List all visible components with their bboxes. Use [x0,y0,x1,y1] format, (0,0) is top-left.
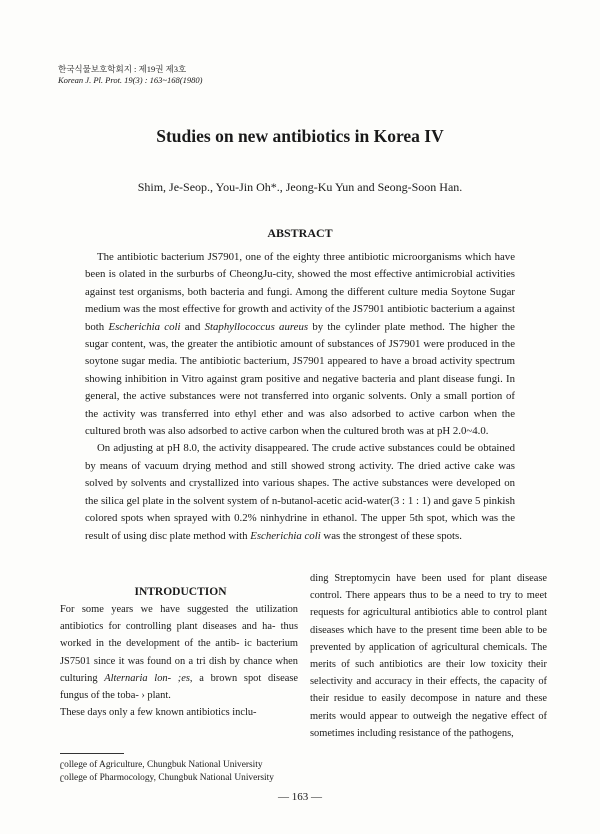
footnotes [60,759,274,785]
introduction-right-column [310,570,547,742]
introduction-paragraph-1: For some years we have suggested the utilization antibiotics for controlling plant diseases and ha- thus worked in the development of the antib- ic bacterium JS7501 since it was found on a tri dish by chance when culturing Alternaria lon- ;es, a brown spot disease fungus of the toba- › plant. [60,604,298,702]
italic-species-name: Alternaria lon- ;es [104,672,190,684]
introduction-paragraph-3: ding Streptomycin have been used for plant disease control. There appears thus to be a need to try to meet requests for agricultural antibiotics able to control plant diseases which have to the present time been able to be prevented by application of agricultural chemicals. The merits of such antibiotics are their low toxicity their selectivity and accuracy in their effects, the capacity of their residue to easily decompose in nature and these merits would appear to outweigh the negative effect of sometimes including resistance of the pathogens, [310,573,547,739]
footnote-affiliation-1: ʗollege of Agriculture, Chungbuk National University [60,760,263,770]
journal-header-korean: 한국식물보호학회지 : 제19권 제3호 [58,64,187,74]
journal-header [58,64,202,86]
abstract-heading: ABSTRACT [267,226,333,240]
italic-species-name: Staphyllococcus aureus [204,320,309,333]
abstract-paragraph-1: The antibiotic bacterium JS7901, one of the eighty three antibiotic microorganisms which have been is olated in the surburbs of CheongJu-city, showed the most effective antimicrobial activities against test organisms, both bacteria and fungi. Among the different culture media Soytone Sugar medium was the most effective for growth and activity of the JS7901 antibiotic bacterium a against both Escherichia coli and Staphyllococcus aureus by the cylinder plate method. The higher the sugar content, was, the greater the antibiotic amount of substances of JS7901 were produced in the soytone sugar media. The antibiotic bacterium, JS7901 appeared to have a broad activity spectrum showing inhibition in Vitro against gram positive and negative bacteria and plant disease fungi. In general, the active substances were not transferred into organic solvents. Only a small portion of the activity was transferred into ethyl ether and was also adsorbed to active carbon when the cultured broth was also adsorbed to active carbon when the cultured broth was at pH 2.0~4.0. [85,251,515,438]
abstract-paragraph-2: On adjusting at pH 8.0, the activity disappeared. The crude active substances could be obtained by means of vacuum drying method and still showed strong activity. The dried active cake was solved by solvents and crystallized into various shapes. The active substances were developed on the silica gel plate in the solvent system of n-butanol-acetic acid-water(3 : 1 : 1) and gave 5 pinkish colored spots when sprayed with 0.2% ninhydrine in ethanol. The upper 5th spot, which was the result of using disc plate method with Escherichia coli was the strongest of these spots. [85,442,515,542]
author-list: Shim, Je-Seop., You-Jin Oh*., Jeong-Ku Yun and Seong-Soon Han. [137,180,463,194]
footnote-affiliation-2: ʗollege of Pharmocology, Chungbuk National University [60,772,274,783]
italic-species-name: Escherichia coli [250,529,321,542]
introduction-paragraph-2: These days only a few known antibiotics inclu- [60,707,257,719]
introduction-heading: INTRODUCTION [134,586,227,598]
paper-title: Studies on new antibiotics in Korea IV [156,126,444,146]
journal-header-english: Korean J. Pl. Prot. 19(3) : 163~168(1980) [58,75,203,85]
introduction-left-column [60,601,298,721]
abstract-body [85,249,515,545]
footnote-divider [60,753,124,754]
page-number: — 163 — [278,791,322,803]
italic-species-name: Escherichia coli [108,320,181,333]
